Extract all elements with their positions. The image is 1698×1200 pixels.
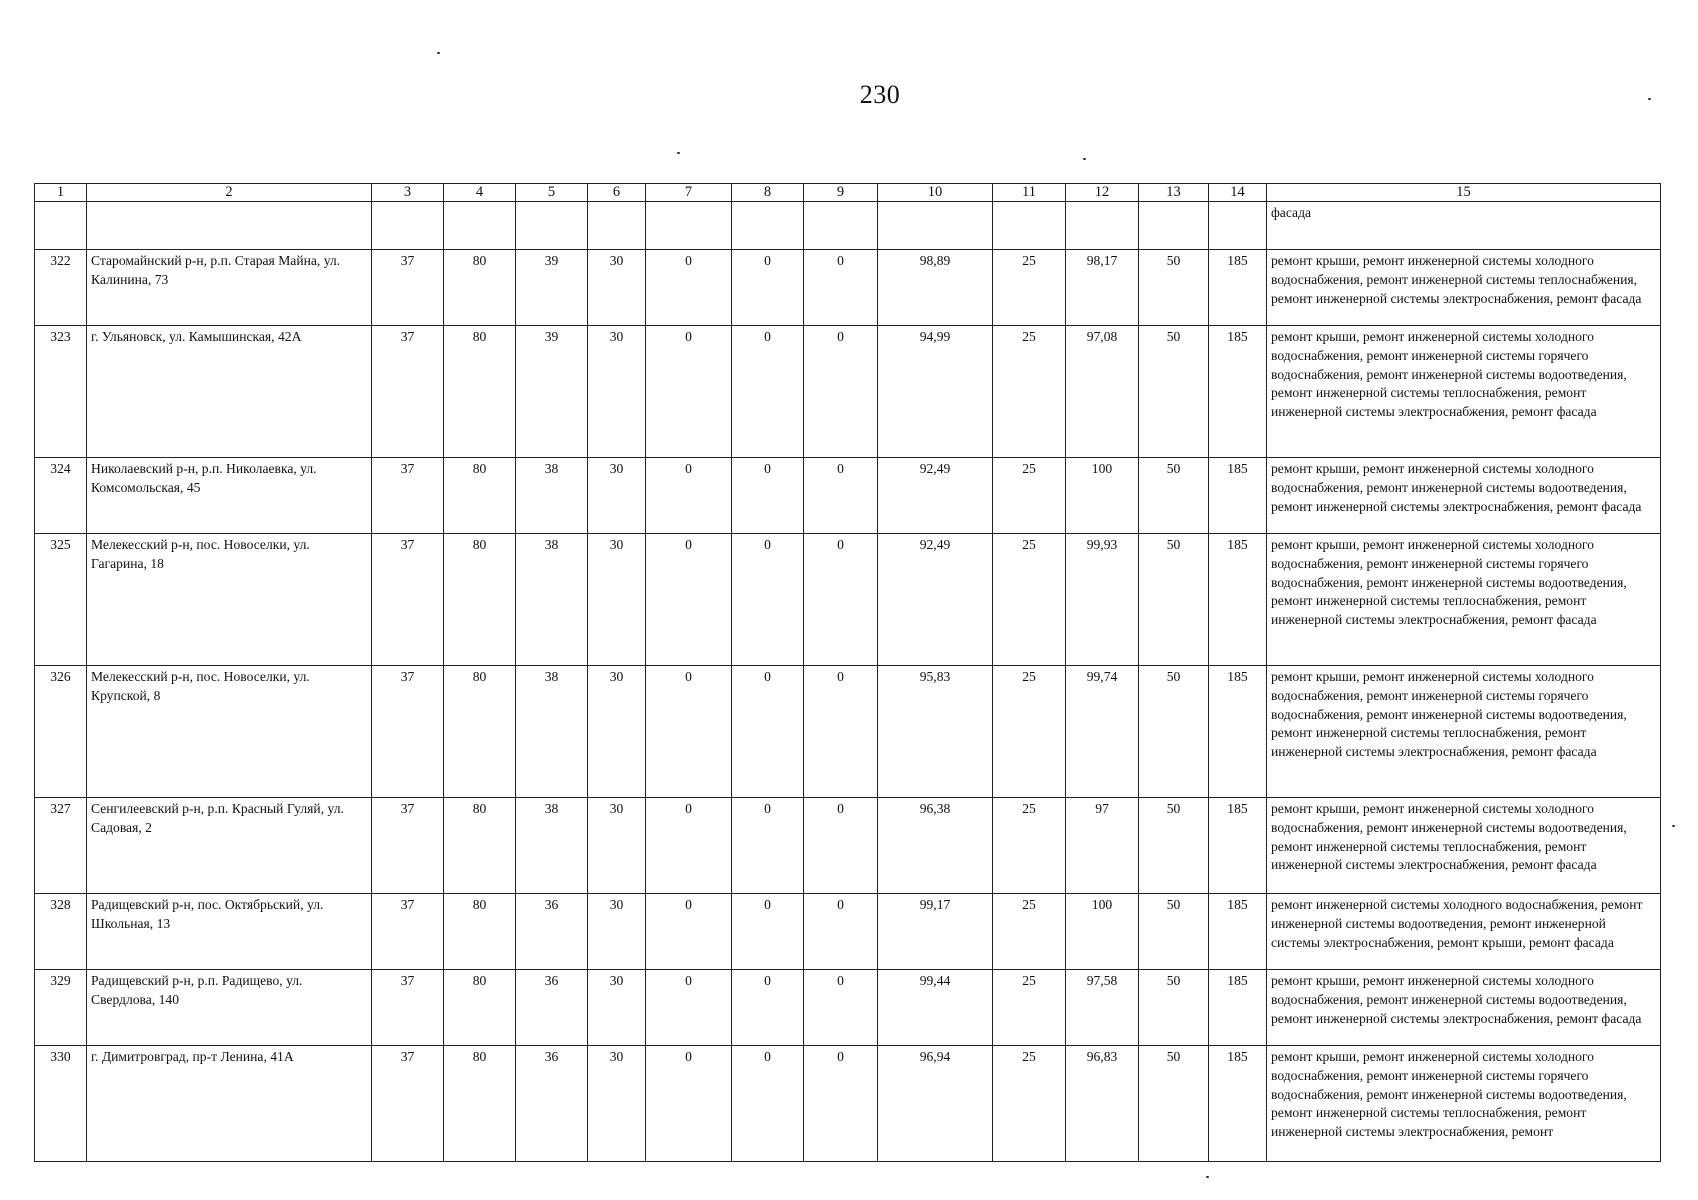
cell [444, 202, 516, 250]
scan-speck [1206, 1176, 1209, 1178]
value-col-4: 80 [444, 534, 516, 666]
table-body [35, 184, 1661, 1162]
col-number-4: 4 [444, 184, 516, 202]
value-col-11: 25 [993, 666, 1066, 798]
table-row [35, 534, 1661, 666]
col-number-3: 3 [372, 184, 444, 202]
value-col-9: 0 [804, 326, 878, 458]
col-number-11: 11 [993, 184, 1066, 202]
works-cell: ремонт крыши, ремонт инженерной системы холодного водоснабжения, ремонт инженерной системы водоотведения, ремонт инженерной системы теплоснабжения, ремонт инженерной системы электроснабжения, ремонт фасада [1267, 798, 1661, 894]
value-col-12: 97 [1066, 798, 1139, 894]
value-col-6: 30 [588, 798, 646, 894]
value-col-14: 185 [1209, 798, 1267, 894]
col-number-10: 10 [878, 184, 993, 202]
value-col-9: 0 [804, 250, 878, 326]
value-col-12: 99,74 [1066, 666, 1139, 798]
value-col-13: 50 [1139, 970, 1209, 1046]
table-row [35, 326, 1661, 458]
cell [732, 202, 804, 250]
table-row [35, 666, 1661, 798]
value-col-13: 50 [1139, 894, 1209, 970]
cell [1066, 202, 1139, 250]
value-col-11: 25 [993, 894, 1066, 970]
row-number: 323 [35, 326, 87, 458]
scan-speck [677, 152, 680, 154]
value-col-7: 0 [646, 458, 732, 534]
cell [878, 202, 993, 250]
value-col-8: 0 [732, 894, 804, 970]
cell [1209, 202, 1267, 250]
address-cell: Мелекесский р-н, пос. Новоселки, ул. Гагарина, 18 [87, 534, 372, 666]
value-col-11: 25 [993, 250, 1066, 326]
value-col-8: 0 [732, 458, 804, 534]
cell [35, 202, 87, 250]
row-number: 324 [35, 458, 87, 534]
value-col-5: 36 [516, 970, 588, 1046]
row-number: 322 [35, 250, 87, 326]
value-col-4: 80 [444, 798, 516, 894]
scan-speck [1083, 158, 1086, 160]
value-col-8: 0 [732, 970, 804, 1046]
value-col-4: 80 [444, 666, 516, 798]
value-col-10: 92,49 [878, 458, 993, 534]
value-col-7: 0 [646, 894, 732, 970]
works-continuation: фасада [1267, 202, 1661, 250]
value-col-9: 0 [804, 534, 878, 666]
value-col-10: 96,38 [878, 798, 993, 894]
table-row [35, 458, 1661, 534]
cell [993, 202, 1066, 250]
works-cell: ремонт крыши, ремонт инженерной системы холодного водоснабжения, ремонт инженерной системы водоотведения, ремонт инженерной системы электроснабжения, ремонт фасада [1267, 970, 1661, 1046]
value-col-10: 99,44 [878, 970, 993, 1046]
value-col-8: 0 [732, 798, 804, 894]
value-col-4: 80 [444, 894, 516, 970]
value-col-3: 37 [372, 894, 444, 970]
value-col-4: 80 [444, 458, 516, 534]
value-col-4: 80 [444, 970, 516, 1046]
works-cell: ремонт инженерной системы холодного водоснабжения, ремонт инженерной системы водоотведения, ремонт инженерной системы электроснабжения, ремонт крыши, ремонт фасада [1267, 894, 1661, 970]
table-row [35, 970, 1661, 1046]
value-col-9: 0 [804, 970, 878, 1046]
value-col-5: 38 [516, 666, 588, 798]
value-col-12: 99,93 [1066, 534, 1139, 666]
row-number: 327 [35, 798, 87, 894]
value-col-13: 50 [1139, 1046, 1209, 1162]
cell [87, 202, 372, 250]
scan-speck [1672, 825, 1675, 827]
value-col-7: 0 [646, 250, 732, 326]
value-col-10: 96,94 [878, 1046, 993, 1162]
cell [588, 202, 646, 250]
table-row [35, 250, 1661, 326]
value-col-11: 25 [993, 798, 1066, 894]
value-col-4: 80 [444, 326, 516, 458]
address-cell: Старомайнский р-н, р.п. Старая Майна, ул. Калинина, 73 [87, 250, 372, 326]
scan-speck [1648, 98, 1651, 100]
row-number: 330 [35, 1046, 87, 1162]
value-col-9: 0 [804, 798, 878, 894]
value-col-3: 37 [372, 666, 444, 798]
col-number-7: 7 [646, 184, 732, 202]
value-col-5: 38 [516, 798, 588, 894]
row-number: 326 [35, 666, 87, 798]
value-col-13: 50 [1139, 458, 1209, 534]
value-col-13: 50 [1139, 666, 1209, 798]
value-col-10: 99,17 [878, 894, 993, 970]
value-col-5: 36 [516, 1046, 588, 1162]
address-cell: г. Димитровград, пр-т Ленина, 41А [87, 1046, 372, 1162]
table-row [35, 894, 1661, 970]
value-col-14: 185 [1209, 894, 1267, 970]
address-cell: Радищевский р-н, пос. Октябрьский, ул. Школьная, 13 [87, 894, 372, 970]
value-col-5: 38 [516, 534, 588, 666]
row-number: 329 [35, 970, 87, 1046]
value-col-9: 0 [804, 666, 878, 798]
continuation-row [35, 202, 1661, 250]
value-col-10: 92,49 [878, 534, 993, 666]
value-col-3: 37 [372, 1046, 444, 1162]
value-col-13: 50 [1139, 326, 1209, 458]
works-cell: ремонт крыши, ремонт инженерной системы холодного водоснабжения, ремонт инженерной системы водоотведения, ремонт инженерной системы электроснабжения, ремонт фасада [1267, 458, 1661, 534]
value-col-8: 0 [732, 250, 804, 326]
value-col-3: 37 [372, 326, 444, 458]
col-number-12: 12 [1066, 184, 1139, 202]
col-number-6: 6 [588, 184, 646, 202]
col-number-9: 9 [804, 184, 878, 202]
col-number-14: 14 [1209, 184, 1267, 202]
row-number: 325 [35, 534, 87, 666]
value-col-14: 185 [1209, 326, 1267, 458]
table-row [35, 798, 1661, 894]
col-number-13: 13 [1139, 184, 1209, 202]
value-col-6: 30 [588, 458, 646, 534]
page-number: 230 [859, 80, 901, 109]
address-cell: Мелекесский р-н, пос. Новоселки, ул. Крупской, 8 [87, 666, 372, 798]
value-col-8: 0 [732, 326, 804, 458]
value-col-10: 95,83 [878, 666, 993, 798]
value-col-11: 25 [993, 970, 1066, 1046]
value-col-3: 37 [372, 250, 444, 326]
value-col-9: 0 [804, 1046, 878, 1162]
cell [372, 202, 444, 250]
value-col-6: 30 [588, 894, 646, 970]
col-number-8: 8 [732, 184, 804, 202]
value-col-14: 185 [1209, 534, 1267, 666]
value-col-13: 50 [1139, 534, 1209, 666]
value-col-14: 185 [1209, 250, 1267, 326]
row-number: 328 [35, 894, 87, 970]
value-col-7: 0 [646, 326, 732, 458]
value-col-7: 0 [646, 1046, 732, 1162]
repair-register-table [34, 183, 1661, 1162]
address-cell: Николаевский р-н, р.п. Николаевка, ул. Комсомольская, 45 [87, 458, 372, 534]
value-col-14: 185 [1209, 970, 1267, 1046]
value-col-4: 80 [444, 1046, 516, 1162]
value-col-6: 30 [588, 666, 646, 798]
value-col-6: 30 [588, 970, 646, 1046]
value-col-12: 100 [1066, 894, 1139, 970]
col-number-1: 1 [35, 184, 87, 202]
value-col-7: 0 [646, 970, 732, 1046]
value-col-4: 80 [444, 250, 516, 326]
col-number-15: 15 [1267, 184, 1661, 202]
value-col-10: 98,89 [878, 250, 993, 326]
value-col-14: 185 [1209, 1046, 1267, 1162]
value-col-11: 25 [993, 1046, 1066, 1162]
value-col-9: 0 [804, 894, 878, 970]
value-col-11: 25 [993, 458, 1066, 534]
value-col-10: 94,99 [878, 326, 993, 458]
value-col-12: 97,08 [1066, 326, 1139, 458]
address-cell: Радищевский р-н, р.п. Радищево, ул. Свердлова, 140 [87, 970, 372, 1046]
value-col-11: 25 [993, 534, 1066, 666]
address-cell: Сенгилеевский р-н, р.п. Красный Гуляй, ул. Садовая, 2 [87, 798, 372, 894]
works-cell: ремонт крыши, ремонт инженерной системы холодного водоснабжения, ремонт инженерной системы горячего водоснабжения, ремонт инженерной системы водоотведения, ремонт инженерной системы теплоснабжения, ремонт инженерной системы электроснабжения, ремонт фасада [1267, 666, 1661, 798]
cell [646, 202, 732, 250]
scan-speck [437, 52, 440, 54]
value-col-7: 0 [646, 534, 732, 666]
value-col-6: 30 [588, 250, 646, 326]
value-col-3: 37 [372, 970, 444, 1046]
works-cell: ремонт крыши, ремонт инженерной системы холодного водоснабжения, ремонт инженерной системы горячего водоснабжения, ремонт инженерной системы водоотведения, ремонт инженерной системы теплоснабжения, ремонт инженерной системы электроснабжения, ремонт фасада [1267, 326, 1661, 458]
value-col-3: 37 [372, 458, 444, 534]
value-col-6: 30 [588, 1046, 646, 1162]
value-col-7: 0 [646, 798, 732, 894]
value-col-5: 39 [516, 250, 588, 326]
cell [1139, 202, 1209, 250]
value-col-5: 36 [516, 894, 588, 970]
value-col-7: 0 [646, 666, 732, 798]
value-col-8: 0 [732, 534, 804, 666]
value-col-6: 30 [588, 326, 646, 458]
value-col-12: 97,58 [1066, 970, 1139, 1046]
value-col-13: 50 [1139, 798, 1209, 894]
value-col-9: 0 [804, 458, 878, 534]
cell [804, 202, 878, 250]
value-col-5: 39 [516, 326, 588, 458]
cell [516, 202, 588, 250]
value-col-12: 96,83 [1066, 1046, 1139, 1162]
value-col-3: 37 [372, 798, 444, 894]
col-number-2: 2 [87, 184, 372, 202]
value-col-14: 185 [1209, 458, 1267, 534]
value-col-11: 25 [993, 326, 1066, 458]
works-cell: ремонт крыши, ремонт инженерной системы холодного водоснабжения, ремонт инженерной системы теплоснабжения, ремонт инженерной системы электроснабжения, ремонт фасада [1267, 250, 1661, 326]
value-col-8: 0 [732, 666, 804, 798]
value-col-12: 100 [1066, 458, 1139, 534]
value-col-5: 38 [516, 458, 588, 534]
address-cell: г. Ульяновск, ул. Камышинская, 42А [87, 326, 372, 458]
value-col-8: 0 [732, 1046, 804, 1162]
value-col-12: 98,17 [1066, 250, 1139, 326]
value-col-6: 30 [588, 534, 646, 666]
col-number-5: 5 [516, 184, 588, 202]
value-col-3: 37 [372, 534, 444, 666]
table-row [35, 1046, 1661, 1162]
works-cell: ремонт крыши, ремонт инженерной системы холодного водоснабжения, ремонт инженерной системы горячего водоснабжения, ремонт инженерной системы водоотведения, ремонт инженерной системы теплоснабжения, ремонт инженерной системы электроснабжения, ремонт [1267, 1046, 1661, 1162]
works-cell: ремонт крыши, ремонт инженерной системы холодного водоснабжения, ремонт инженерной системы горячего водоснабжения, ремонт инженерной системы водоотведения, ремонт инженерной системы теплоснабжения, ремонт инженерной системы электроснабжения, ремонт фасада [1267, 534, 1661, 666]
value-col-14: 185 [1209, 666, 1267, 798]
value-col-13: 50 [1139, 250, 1209, 326]
column-number-row [35, 184, 1661, 202]
